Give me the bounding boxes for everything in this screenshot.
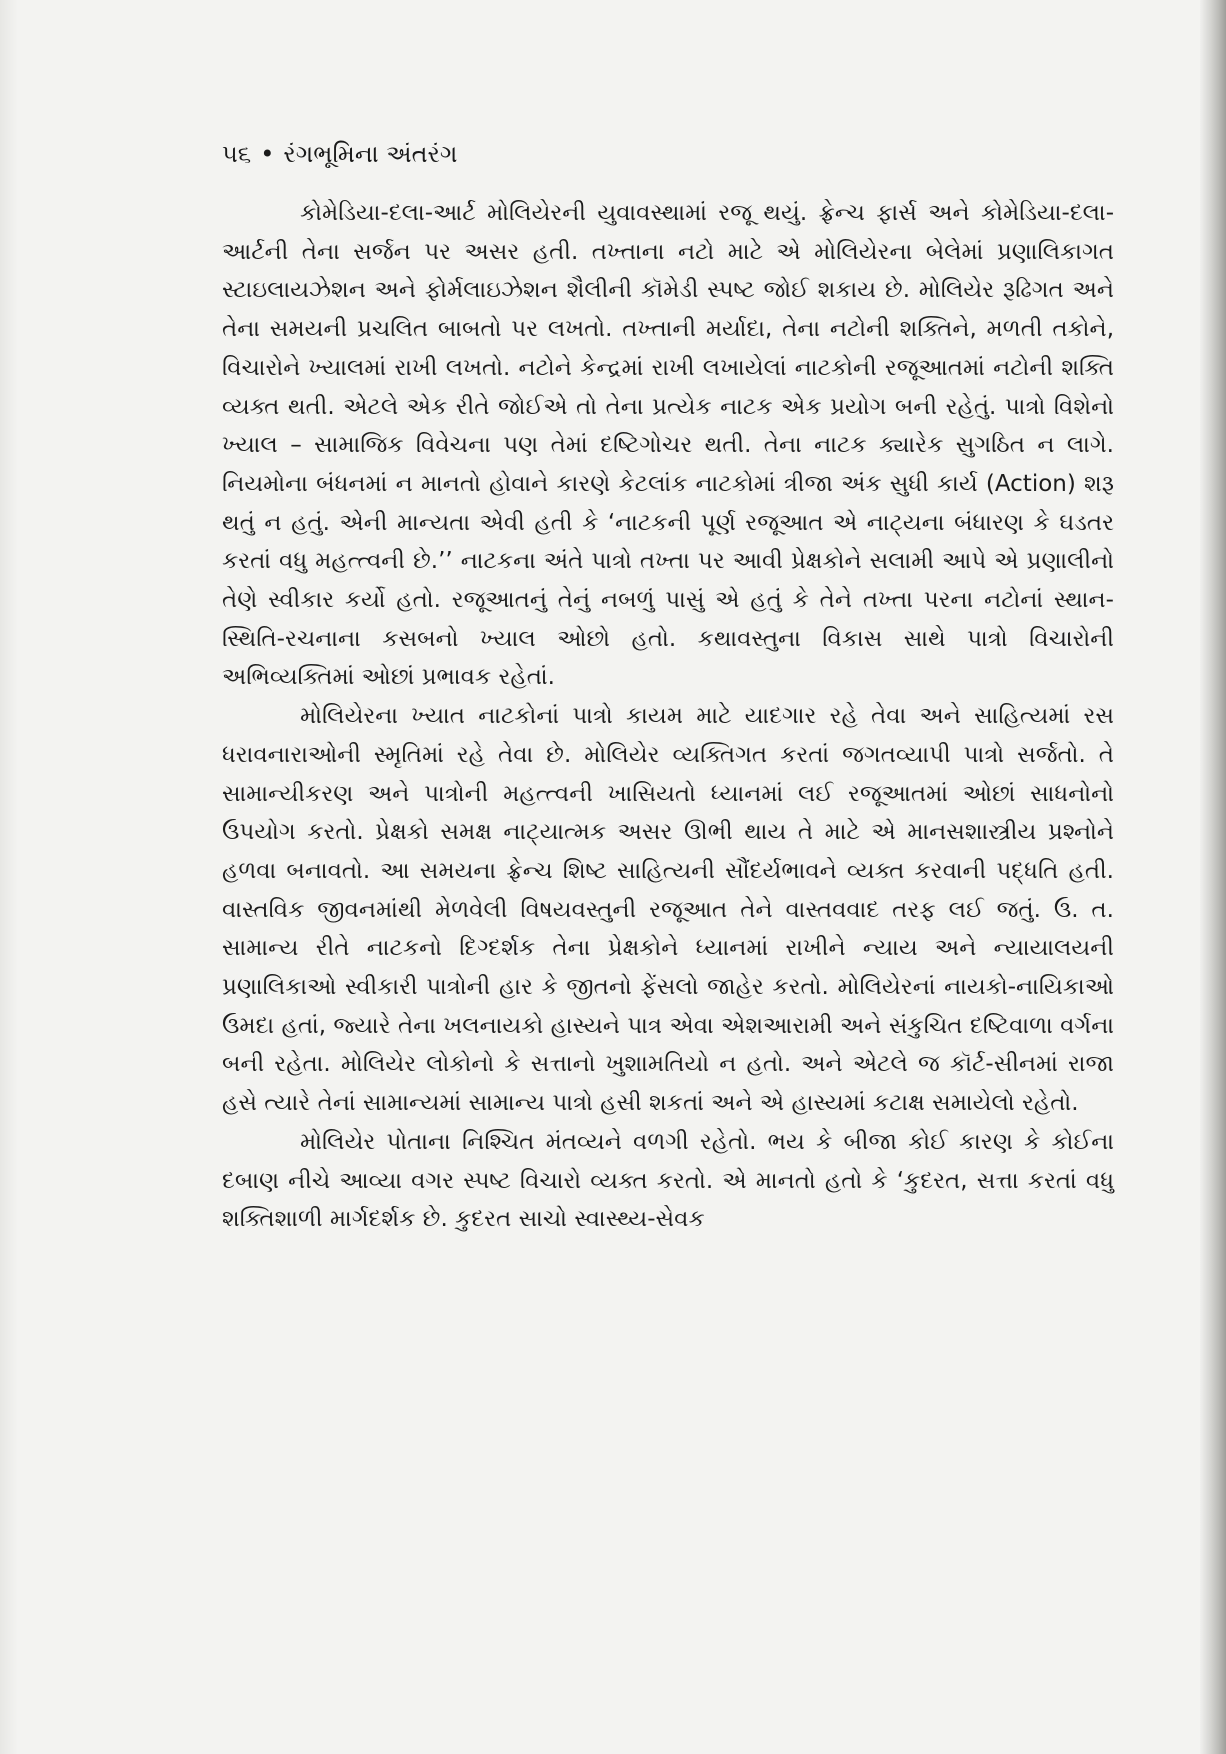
body-text (222, 194, 1114, 1239)
page-edge-shadow (1200, 0, 1226, 1754)
paragraph-1: કોમેડિયા-દલા-આર્ટ મોલિયેરની યુવાવસ્થામાં રજૂ થયું. ફ્રેન્ચ ફાર્સ અને કોમેડિયા-દલા-આર્ટની તેના સર્જન પર અસર હતી. તખ્તાના નટો માટે એ મોલિયેરના બેલેમાં પ્રણાલિકાગત સ્ટાઇલાયઝેશન અને ફોર્મલાઇઝેશન શૈલીની કૉમેડી સ્પષ્ટ જોઈ શકાય છે. મોલિયેર રૂઢિગત અને તેના સમયની પ્રચલિત બાબતો પર લખતો. તખ્તાની મર્યાદા, તેના નટોની શક્તિને, મળતી તકોને, વિચારોને ખ્યાલમાં રાખી લખતો. નટોને કેન્દ્રમાં રાખી લખાયેલાં નાટકોની રજૂઆતમાં નટોની શક્તિ વ્યક્ત થતી. એટલે એક રીતે જોઈએ તો તેના પ્રત્યેક નાટક એક પ્રયોગ બની રહેતું. પાત્રો વિશેનો ખ્યાલ – સામાજિક વિવેચના પણ તેમાં દષ્ટિગોચર થતી. તેના નાટક ક્યારેક સુગઠિત ન લાગે. નિયમોના બંધનમાં ન માનતો હોવાને કારણે કેટલાંક નાટકોમાં ત્રીજા અંક સુધી કાર્ય (Action) શરૂ થતું ન હતું. એની માન્યતા એવી હતી કે ‘નાટકની પૂર્ણ રજૂઆત એ નાટ્યના બંધારણ કે ઘડતર કરતાં વધુ મહત્ત્વની છે.’’ નાટકના અંતે પાત્રો તખ્તા પર આવી પ્રેક્ષકોને સલામી આપે એ પ્રણાલીનો તેણે સ્વીકાર કર્યો હતો. રજૂઆતનું તેનું નબળું પાસું એ હતું કે તેને તખ્તા પરના નટોનાં સ્થાન-સ્થિતિ-રચનાના કસબનો ખ્યાલ ઓછો હતો. કથાવસ્તુના વિકાસ સાથે પાત્રો વિચારોની અભિવ્યક્તિમાં ઓછાં પ્રભાવક રહેતાં. (222, 200, 1114, 691)
header-separator: • (260, 140, 275, 168)
page-left-shadow (0, 0, 18, 1754)
paragraph-3: મોલિયેર પોતાના નિશ્ચિત મંતવ્યને વળગી રહેતો. ભય કે બીજા કોઈ કારણ કે કોઈના દબાણ નીચે આવ્યા વગર સ્પષ્ટ વિચારો વ્યક્ત કરતો. એ માનતો હતો કે ‘કુદરત, સત્તા કરતાં વધુ શક્તિશાળી માર્ગદર્શક છે. કુદરત સાચો સ્વાસ્થ્ય-સેવક (222, 1128, 1114, 1233)
page-number: ૫૬ (222, 140, 252, 168)
paragraph-2: મોલિયેરના ખ્યાત નાટકોનાં પાત્રો કાયમ માટે યાદગાર રહે તેવા અને સાહિત્યમાં રસ ધરાવનારાઓની સ્મૃતિમાં રહે તેવા છે. મોલિયેર વ્યક્તિગત કરતાં જગતવ્યાપી પાત્રો સર્જતો. તે સામાન્યીકરણ અને પાત્રોની મહત્ત્વની ખાસિયતો ધ્યાનમાં લઈ રજૂઆતમાં ઓછાં સાધનોનો ઉપયોગ કરતો. પ્રેક્ષકો સમક્ષ નાટ્યાત્મક અસર ઊભી થાય તે માટે એ માનસશાસ્ત્રીય પ્રશ્નોને હળવા બનાવતો. આ સમયના ફ્રેન્ચ શિષ્ટ સાહિત્યની સૌંદર્યભાવને વ્યક્ત કરવાની પદ્ધતિ હતી. વાસ્તવિક જીવનમાંથી મેળવેલી વિષયવસ્તુની રજૂઆત તેને વાસ્તવવાદ તરફ લઈ જતું. ઉ. ત. સામાન્ય રીતે નાટકનો દિગ્દર્શક તેના પ્રેક્ષકોને ધ્યાનમાં રાખીને ન્યાય અને ન્યાયાલયની પ્રણાલિકાઓ સ્વીકારી પાત્રોની હાર કે જીતનો ફેંસલો જાહેર કરતો. મોલિયેરનાં નાયકો-નાયિકાઓ ઉમદા હતાં, જ્યારે તેના ખલનાયકો હાસ્યને પાત્ર એવા એશઆરામી અને સંકુચિત દષ્ટિવાળા વર્ગના બની રહેતા. મોલિયેર લોકોનો કે સત્તાનો ખુશામતિયો ન હતો. અને એટલે જ કૉર્ટ-સીનમાં રાજા હસે ત્યારે તેનાં સામાન્યમાં સામાન્ય પાત્રો હસી શકતાં અને એ હાસ્યમાં કટાક્ષ સમાયેલો રહેતો. (222, 703, 1114, 1117)
book-title: રંગભૂમિના અંતરંગ (283, 140, 458, 168)
running-header (222, 136, 457, 172)
